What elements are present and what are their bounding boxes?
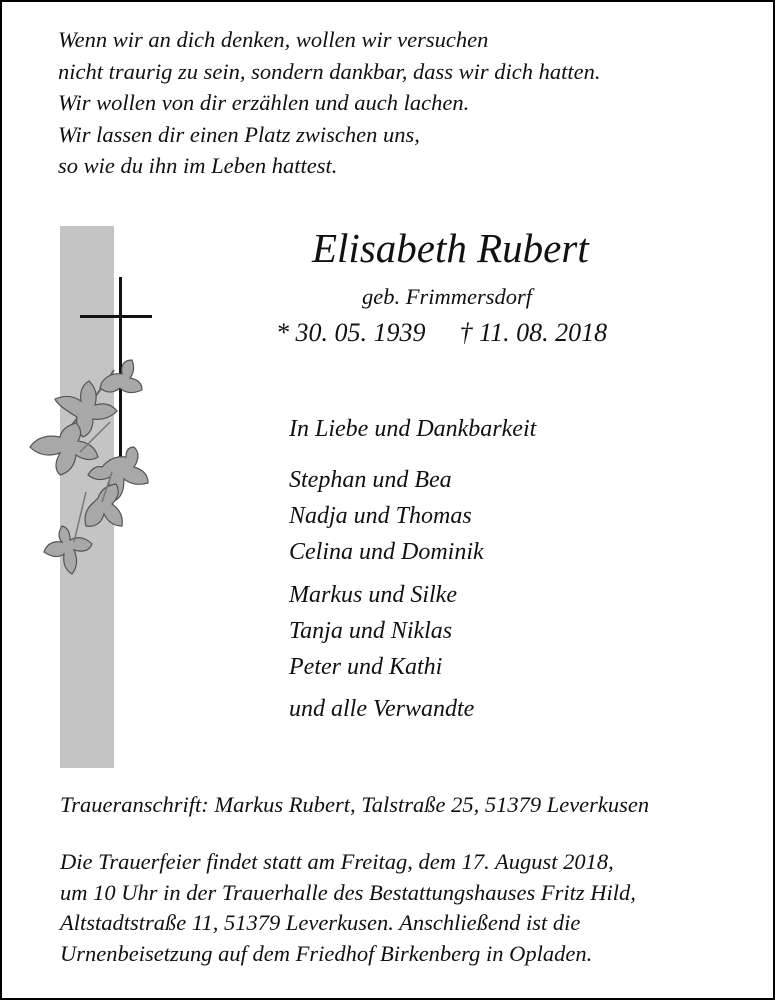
intro-line: In Liebe und Dankbarkeit bbox=[289, 416, 537, 442]
ceremony-line: Altstadtstraße 11, 51379 Leverkusen. Anschließend ist die bbox=[60, 910, 581, 935]
closing-line: und alle Verwandte bbox=[289, 696, 475, 722]
death-date: † 11. 08. 2018 bbox=[459, 318, 608, 347]
poem-line: Wir lassen dir einen Platz zwischen uns, bbox=[58, 121, 420, 147]
mourners-group-1 bbox=[289, 462, 484, 570]
mourning-address: Traueranschrift: Markus Rubert, Talstraße 25, 51379 Leverkusen bbox=[60, 792, 650, 817]
mourner-line: Markus und Silke bbox=[289, 582, 457, 608]
mourners-group-2 bbox=[289, 577, 457, 685]
life-dates bbox=[276, 318, 607, 348]
mourners-intro bbox=[289, 411, 536, 447]
poem-line: so wie du ihn im Leben hattest. bbox=[58, 153, 338, 178]
mourner-line: Nadja und Thomas bbox=[289, 503, 472, 529]
ceremony-line: Die Trauerfeier findet statt am Freitag, dem 17. August 2018, bbox=[60, 849, 614, 874]
maiden-name: geb. Frimmersdorf bbox=[362, 284, 532, 309]
mourner-line: Peter und Kathi bbox=[289, 654, 443, 680]
mourner-line: Stephan und Bea bbox=[289, 467, 452, 493]
mourner-line: Celina und Dominik bbox=[289, 539, 484, 565]
ceremony-line: um 10 Uhr in der Trauerhalle des Bestattungshauses Fritz Hild, bbox=[60, 879, 636, 905]
mourner-line: Tanja und Niklas bbox=[289, 618, 453, 644]
mourners-closing bbox=[289, 691, 474, 727]
ceremony-line: Urnenbeisetzung auf dem Friedhof Birkenberg in Opladen. bbox=[60, 940, 593, 966]
ceremony-notice bbox=[60, 847, 636, 969]
poem-line: nicht traurig zu sein, sondern dankbar, dass wir dich hatten. bbox=[58, 58, 601, 84]
poem-line: Wenn wir an dich denken, wollen wir versuchen bbox=[58, 27, 489, 52]
memorial-poem bbox=[58, 24, 601, 182]
birth-date: * 30. 05. 1939 bbox=[276, 318, 426, 347]
poem-line: Wir wollen von dir erzählen und auch lachen. bbox=[58, 90, 470, 115]
cross-ivy-decoration bbox=[22, 222, 152, 772]
deceased-name: Elisabeth Rubert bbox=[312, 225, 589, 271]
